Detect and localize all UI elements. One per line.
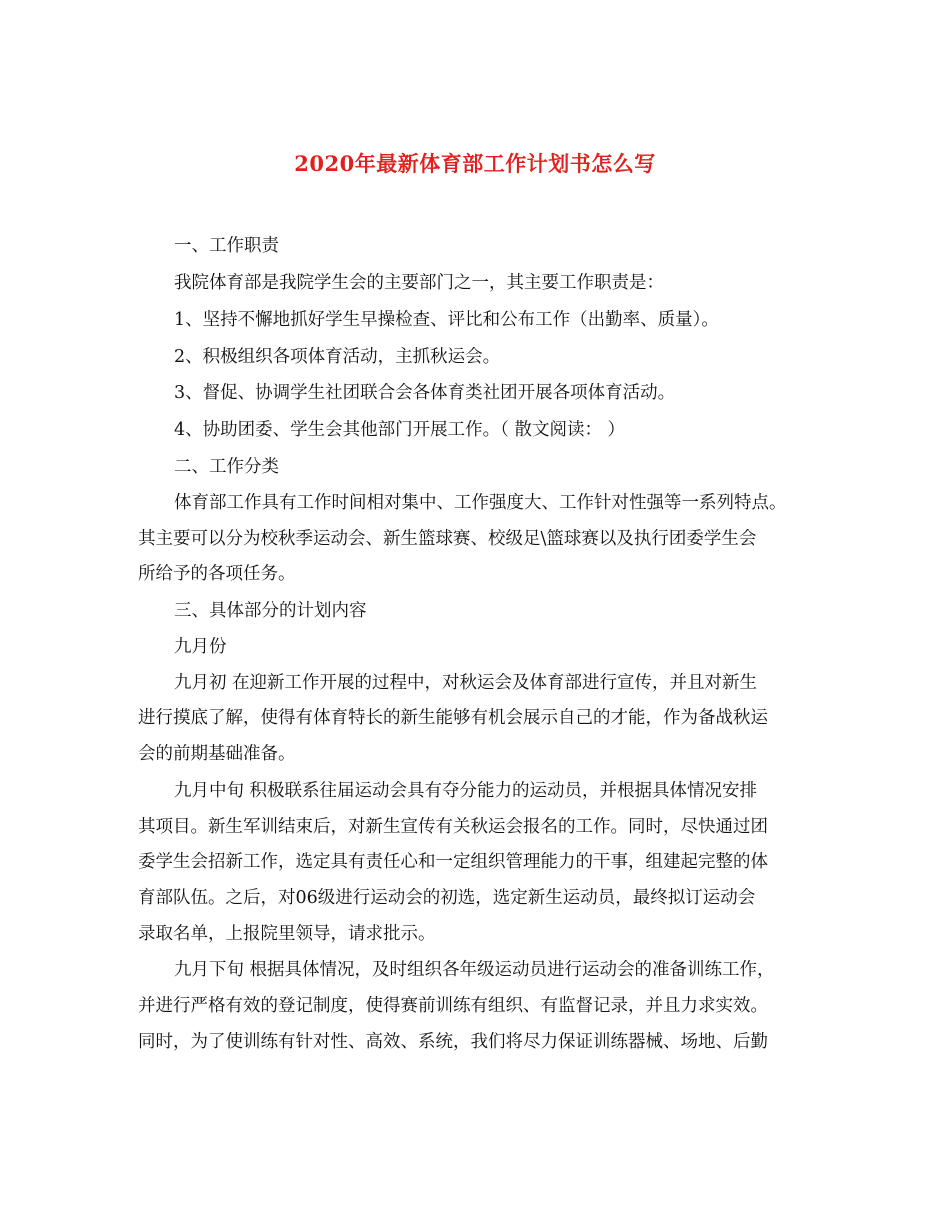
paragraph-line: 所给予的各项任务。 [138,564,296,584]
section-heading: 三、具体部分的计划内容 [174,601,367,621]
paragraph-line: 录取名单，上报院里领导，请求批示。 [138,924,436,944]
list-item: 4、协助团委、学生会其他部门开展工作。（ 散文阅读： ） [174,420,626,440]
paragraph-line: 会的前期基础准备。 [138,744,296,764]
section-heading: 一、工作职责 [174,236,279,256]
paragraph-line: 九月中旬 积极联系往届运动会具有夺分能力的运动员，并根据具体情况安排 [174,781,758,801]
paragraph-line: 委学生会招新工作，选定具有责任心和一定组织管理能力的干事，组建起完整的体 [138,852,768,872]
paragraph-line: 我院体育部是我院学生会的主要部门之一，其主要工作职责是： [174,273,664,293]
paragraph-line: 九月下旬 根据具体情况，及时组织各年级运动员进行运动会的准备训练工作， [174,960,775,980]
paragraph-line: 其主要可以分为校秋季运动会、新生篮球赛、校级足\篮球赛以及执行团委学生会 [138,529,757,549]
list-item: 2、积极组织各项体育活动，主抓秋运会。 [174,347,501,367]
list-item: 3、督促、协调学生社团联合会各体育类社团开展各项体育活动。 [174,383,676,403]
paragraph-line: 同时，为了使训练有针对性、高效、系统，我们将尽力保证训练器械、场地、后勤 [138,1032,768,1052]
paragraph-line: 其项目。新生军训结束后，对新生宣传有关秋运会报名的工作。同时，尽快通过团 [138,817,768,837]
paragraph-line: 并进行严格有效的登记制度，使得赛前训练有组织、有监督记录，并且力求实效。 [138,996,768,1016]
section-heading: 二、工作分类 [174,457,279,477]
list-item: 1、坚持不懈地抓好学生早操检查、评比和公布工作（出勤率、质量）。 [174,310,719,330]
paragraph-line: 九月初 在迎新工作开展的过程中，对秋运会及体育部进行宣传，并且对新生 [174,673,758,693]
paragraph-line: 进行摸底了解，使得有体育特长的新生能够有机会展示自己的才能，作为备战秋运 [138,708,768,728]
month-heading: 九月份 [174,637,227,657]
paragraph-line: 育部队伍。之后，对06级进行运动会的初选，选定新生运动员，最终拟订运动会 [138,888,756,908]
document-title: 2020年最新体育部工作计划书怎么写 [294,151,656,176]
paragraph-line: 体育部工作具有工作时间相对集中、工作强度大、工作针对性强等一系列特点。 [174,493,787,513]
